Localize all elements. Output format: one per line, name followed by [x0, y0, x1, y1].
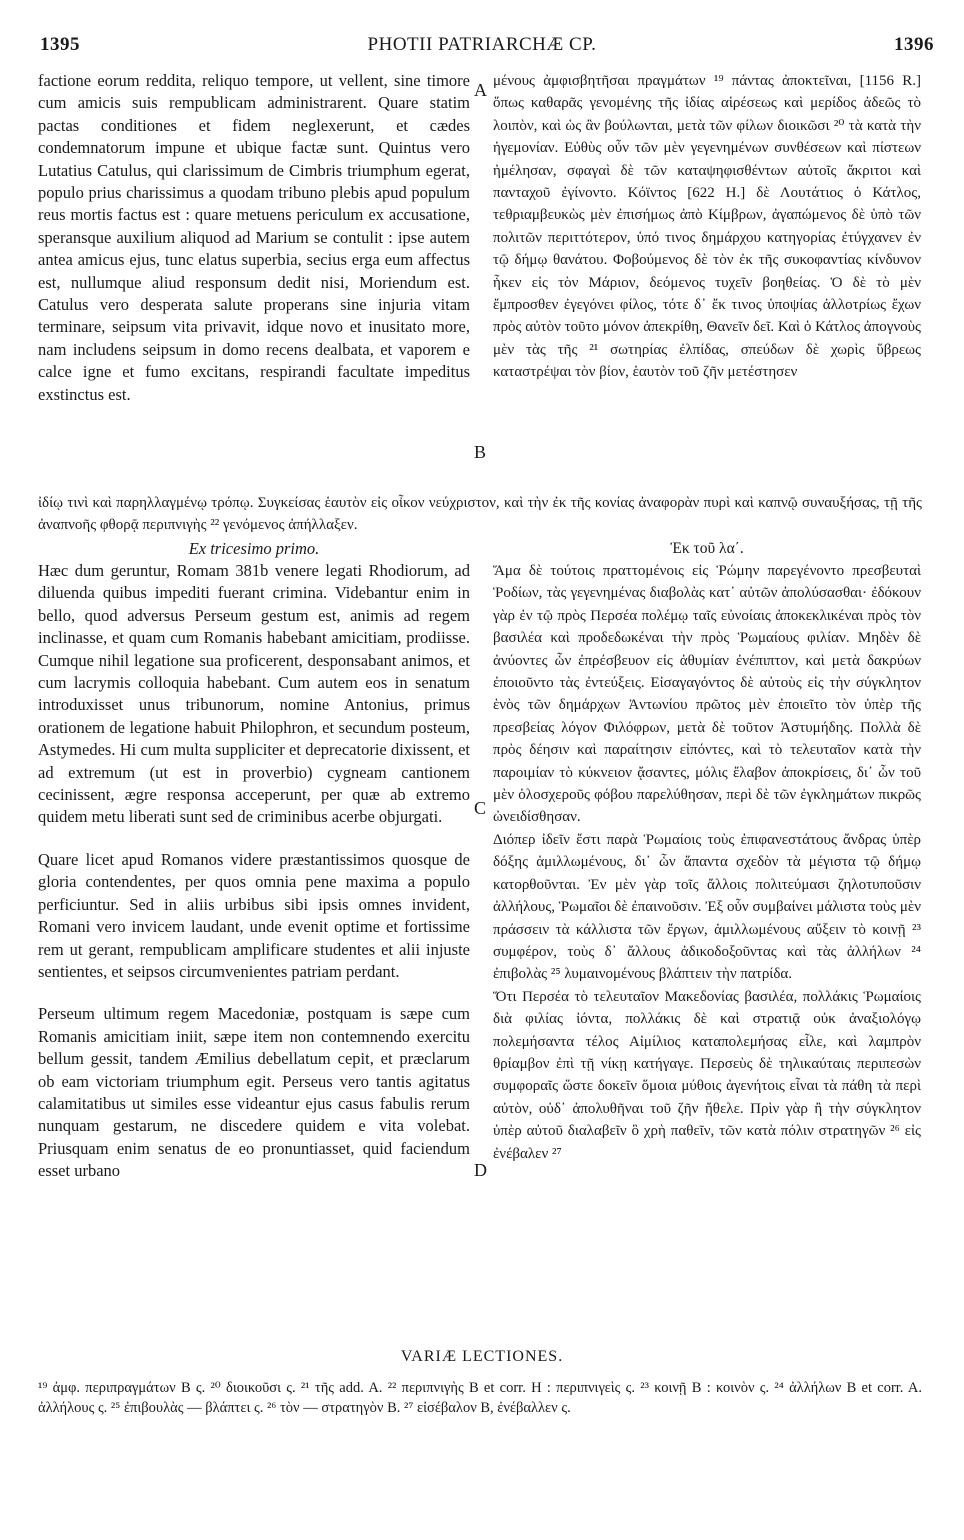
section-marker-c: C	[474, 798, 487, 818]
full-width-greek-lines: ἰδίῳ τινὶ καὶ παρηλλαγμένῳ τρόπῳ. Συγκείσας ἑαυτὸν εἰς οἶκον νεύχριστον, καὶ τὴν ἐκ τῆς κονίας ἀναφορὰν πυρὶ καὶ καπνῷ συναυξήσας, τῇ τῆς ἀναπνοῆς φθορᾷ περιπνιγὴς ²² γενόμενος ἀπήλλαξεν.	[38, 495, 922, 533]
greek-column-top	[493, 70, 921, 384]
greek-paragraph-4: Ὅτι Περσέα τὸ τελευταῖον Μακεδονίας βασιλέα, πολλάκις Ῥωμαίοις διὰ φιλίας ἰόντα, πολλάκις δὲ καὶ στρατιᾷ οὐκ ἀναξιολόγῳ πολεμήσαντα τέλος Αἰμίλιος καταπολεμήσας εἷλε, καὶ λαμπρὸν θρίαμβον ἐπὶ τῇ νίκῃ κατήγαγε. Περσεὺς δὲ τηλικαύταις περιπεσὼν συμφοραῖς ὥστε δοκεῖν ὅμοια μύθοις ἀγενήτοις εἶναι τὰ πάθη τὰ περὶ αὐτὸν, οὐδ᾽ ἀπολυθῆναι τοῦ ζῆν ἤθελε. Πρὶν γὰρ ἢ τὴν σύγκλητον ὑπὲρ αὐτοῦ διαλαβεῖν ὃ χρὴ παθεῖν, τῶν κατὰ πόλιν στρατηγῶν ²⁶ εἰς ἐνέβαλεν ²⁷	[493, 988, 921, 1162]
greek-paragraph-1: μένους ἀμφισβητῆσαι πραγμάτων ¹⁹ πάντας ἀποκτεῖναι, [1156 R.] ὅπως καθαρᾶς γενομένης τῆς ἰδίας αἱρέσεως καὶ μερίδος ἀδεῶς τὸ λοιπὸν, καὶ ὡς ἂν βούλωνται, μετὰ τῶν φίλων διοικῶσι ²⁰ τὰ κατὰ τὴν ἡγεμονίαν. Εὐθὺς οὖν τῶν μὲν γεγενημένων συνθέσεων καὶ πίστεων ἠμέλησαν, σφαγαὶ δὲ τῶν καταψηφισθέντων αὐτοῖς ἄκριτοι καὶ πανταχοῦ ἐγίνοντο. Κόϊντος [622 H.] δὲ Λουτάτιος ὁ Κάτλος, τεθριαμβευκὼς μὲν ἐπισήμως ἀπὸ Κίμβρων, ἀγαπώμενος δὲ ὑπὸ τῶν πολιτῶν περιττότερον, ὑπό τινος δημάρχου κατηγορίας ἐτύγχανεν ἐν τῷ δήμῳ θανάτου. Φοβούμενος δὲ τὸν ἐκ τῆς συκοφαντίας κίνδυνον ἧκεν εἰς τὸν Μάριον, δεόμενος τυχεῖν βοηθείας. Ὁ δὲ τὸ μὲν ἔμπροσθεν ἐγεγόνει φίλος, τότε δ᾽ ἔκ τινος ὑποψίας ἀλλοτρίως ἔχων πρὸς αὐτὸν τοῦτο μόνον ἀπεκρίθη, Θανεῖν δεῖ. Καὶ ὁ Κάτλος ἀπογνοὺς μὲν τὰς τῆς ²¹ σωτηρίας ἐλπίδας, σπεύδων δὲ χωρὶς ὕβρεως καταστρέψαι τὸν βίον, ἑαυτὸν τοῦ ζῆν μετέστησεν	[493, 73, 921, 381]
latin-paragraph-3: Quare licet apud Romanos videre præstantissimos quosque de gloria contendentes, per quos omnia pene maxima a populo perficiuntur. Sed in aliis urbibus sibi ipsis omnes invident, Romani vero invicem laudant, unde evenit optime et fortissime rem ut gerant, rempublicam amplificare studentes et alii injuste sentientes, et seipsos circumvenientes patriam perdant.	[38, 849, 470, 981]
latin-paragraph-1: factione eorum reddita, reliquo tempore, ut vellent, sine timore cum amicis suis rempublicam administrarent. Quare statim pactas conditiones et fidem neglexerunt, et cædes condemnatorum impune et ubique factæ sunt. Quintus vero Lutatius Catulus, qui clarissimum de Cimbris triumphum egerat, populo prius charissimus a quodam tribuno plebis apud populum reus mortis factus est : quare metuens periculum ex accusatione, speransque auxilium aliquod ad Marium se contulit : ipse autem antea amicus ejus, tunc elatus superbia, secius erga eum affectus est, nullumque aliud responsum dedit nisi, Moriendum est. Catulus vero desperata salute properans sine injuria vitam terminare, seipsum vita privavit, idque novo et inusitato more, nam includens seipsum in domo recens dealbata, et vaporem e calce igne et fumo excitans, respirandi facultate impeditus exstinctus est.	[38, 71, 470, 404]
variae-lectiones-title: VARIÆ LECTIONES.	[400, 1348, 564, 1365]
latin-column-top	[38, 70, 470, 406]
section-marker-b: B	[474, 442, 487, 462]
section-marker-d: D	[474, 1160, 487, 1180]
greek-paragraph-3: Διόπερ ἰδεῖν ἔστι παρὰ Ῥωμαίοις τοὺς ἐπιφανεστάτους ἄνδρας ὑπὲρ δόξης ἁμιλλωμένους, δι᾽ ὧν ἅπαντα σχεδὸν τὰ μέγιστα τῷ δήμῳ κατορθοῦνται. Ἐν μὲν γὰρ τοῖς ἄλλοις πολιτεύμασι ζηλοτυποῦσιν ἀλλήλους, Ῥωμαῖοι δὲ ἐπαινοῦσιν. Ἐξ οὗν συμβαίνει μάλιστα τοὺς μὲν πράσσειν τὰ κάλλιστα τῶν ἔργων, ἁμιλλωμένους αὔξειν τὸ κοινῇ ²³ συμφέρον, τοὺς δ᾽ ἄλλους ἀδικοδοξοῦντας καὶ τὰς ἀλλήλων ²⁴ ἐπιβολὰς ²⁵ λυμαινομένους βλάπτειν τὴν πατρίδα.	[493, 831, 921, 983]
page-number-right: 1396	[894, 34, 934, 55]
variae-lectiones-notes: ¹⁹ ἀμφ. περιπραγμάτων B ς. ²⁰ διοικοῦσι ς. ²¹ τῆς add. A. ²² περιπνιγὴς B et corr. H : περιπνιγεὶς ς. ²³ κοινῇ B : κοινὸν ς. ²⁴ ἀλλήλων B et corr. A. ἀλλήλους ς. ²⁵ ἐπιβουλὰς — βλάπτει ς. ²⁶ τὸν — στρατηγὸν B. ²⁷ εἰσέβαλον B, ἐνέβαλλεν ς.	[38, 1380, 922, 1416]
latin-column-bottom	[38, 538, 470, 1183]
latin-section-heading: Ex tricesimo primo.	[188, 539, 320, 558]
latin-paragraph-2: Hæc dum geruntur, Romam 381b venere legati Rhodiorum, ad diluenda quibus impediti fuerant crimina. Videbantur enim in bello, quod adversus Perseum gestum est, animis ad regem inclinasse, et quam cum Romanis habebant amicitiam, prodiisse. Cumque nihil legatione sua proficerent, desponsabant animos, et cum lacrymis colloquia habebant. Cum autem eos in senatum introduxisset unus tribunorum, nomine Antonius, primus orationem de legatione habuit Philophron, et secundum posteum, Astymedes. Hi cum multa suppliciter et deprecatorie dixissent, et ad extremum (ut est in proverbio) cygneam cantionem cecinissent, ægre responsa acceperunt, per quæ ab extremo quidem metu liberati sunt sed de criminibus acerbe objurgati.	[38, 561, 470, 827]
page-header	[0, 0, 964, 70]
section-marker-a: A	[474, 80, 487, 100]
greek-paragraph-2: Ἅμα δὲ τούτοις πραττομένοις εἰς Ῥώμην παρεγένοντο πρεσβευταὶ Ῥοδίων, τὰς γεγενημένας διαβολὰς κατ᾽ αὐτῶν ἀπολύσασθαι· ἐδόκουν γὰρ ἐν τῷ πρὸς Περσέα πολέμῳ ταῖς εὐνοίαις ἀποκεκλικέναι πρὸς τὸν βασιλέα καὶ προδεδωκέναι τὴν πρὸς Ῥωμαίους φιλίαν. Μηδὲν δὲ ἀνύοντες ὧν ἐπρέσβευον εἰς ἀθυμίαν ἐνέπιπτον, καὶ μετὰ δακρύων ἐποιοῦντο τὰς ἐντεύξεις. Εἰσαγαγόντος δὲ αὐτοὺς εἰς τὴν σύγκλητον ἑνὸς τῶν δημάρχων Ἀντωνίου πρῶτος μὲν ἐποιεῖτο τὸν ὑπὲρ τῆς πρεσβείας λόγον Φιλόφρων, μετὰ δὲ τοῦτον Ἀστυμήδης. Πολλὰ δὲ πρὸς δέησιν καὶ παραίτησιν εἰπόντες, καὶ τὸ τελευταῖον κατὰ τὴν παροιμίαν τὸ κύκνειον ᾄσαντες, μόλις ἔλαβον ἀποκρίσεις, δι᾽ ὧν τοῦ μὲν ὁλοσχεροῦς φόβου παρελύθησαν, περὶ δὲ τῶν ἐγκλημάτων πικρῶς ὠνειδίσθησαν.	[493, 563, 921, 826]
greek-section-heading: Ἐκ τοῦ λα΄.	[670, 540, 744, 557]
running-title: PHOTII PATRIARCHÆ CP.	[367, 34, 597, 55]
greek-column-bottom	[493, 538, 921, 1165]
latin-paragraph-4: Perseum ultimum regem Macedoniæ, postquam is sæpe cum Romanis amicitiam iniit, sæpe item non contemnendo exercitu bellum gessit, tandem Æmilius debellatum cepit, et præclarum ob eam victoriam triumphum egit. Perseus vero tantis agitatus calamitatibus ut similes esse videantur ejus casus fabulis rerum nunquam gestarum, ne discedere quidem e vita volebat. Priusquam enim senatus de eo pronuntiasset, quid faciendum esset urbano	[38, 1004, 470, 1181]
page-number-left: 1395	[40, 34, 80, 55]
